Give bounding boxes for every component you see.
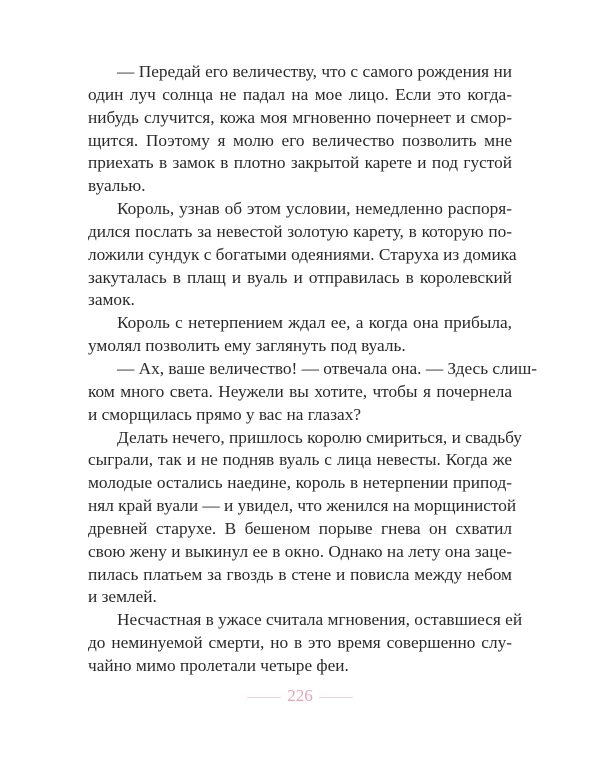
text-line: и сморщилась прямо у вас на глазах? — [88, 404, 362, 424]
ornament-left — [247, 697, 281, 698]
text-line: замок. — [88, 290, 135, 310]
text-line: свою жену и выкинул ее в окно. Однако на лету она заце- — [88, 541, 512, 561]
text-line: древней старухе. В бешеном порыве гнева он схватил — [88, 518, 512, 538]
ornament-right — [319, 697, 353, 698]
text-line: умолял позволить ему заглянуть под вуаль. — [88, 336, 406, 356]
text-line: Король, узнав об этом условии, немедленно распоря- — [117, 199, 512, 219]
text-line: сыграли, так и не подняв вуаль с лица невесты. Когда же — [88, 450, 512, 470]
text-line: Несчастная в ужасе считала мгновения, оставшиеся ей — [117, 610, 523, 630]
text-line: закуталась в плащ и вуаль и отправилась в королевский — [88, 267, 512, 287]
text-line: щится. Поэтому я молю его величество позволить мне — [88, 130, 512, 150]
page-number-footer — [0, 686, 600, 706]
text-line: приехать в замок в плотно закрытой карете и под густой — [88, 153, 512, 173]
text-line: ложили сундук с богатыми одеяниями. Старуха из домика — [88, 244, 517, 264]
text-line: один луч солнца не падал на мое лицо. Если это когда- — [88, 84, 512, 104]
text-line: пилась платьем за гвоздь в стене и повисла между небом — [88, 564, 512, 584]
text-line: до неминуемой смерти, но в это время совершенно слу- — [88, 633, 512, 653]
text-line: вуалью. — [88, 176, 146, 196]
text-line: нибудь случится, кожа моя мгновенно почернеет и смор- — [88, 107, 512, 127]
text-line: — Передай его величеству, что с самого рождения ни — [117, 62, 512, 81]
page-number: 226 — [287, 686, 313, 705]
text-line: нял край вуали — и увидел, что женился на морщинистой — [88, 496, 517, 516]
text-line: ком много света. Неужели вы хотите, чтобы я почернела — [88, 381, 512, 401]
body-text — [88, 61, 538, 678]
text-line: чайно мимо пролетали четыре феи. — [88, 655, 349, 675]
text-line: Делать нечего, пришлось королю смириться, и свадьбу — [117, 427, 522, 447]
text-line: и землей. — [88, 587, 157, 607]
text-line: дился послать за невестой золотую карету, в которую по- — [88, 221, 512, 241]
text-line: Король с нетерпением ждал ее, а когда она прибыла, — [117, 313, 512, 333]
text-line: молодые остались наедине, король в нетерпении припод- — [88, 473, 512, 493]
text-line: — Ах, ваше величество! — отвечала она. — Здесь слиш- — [117, 358, 538, 378]
